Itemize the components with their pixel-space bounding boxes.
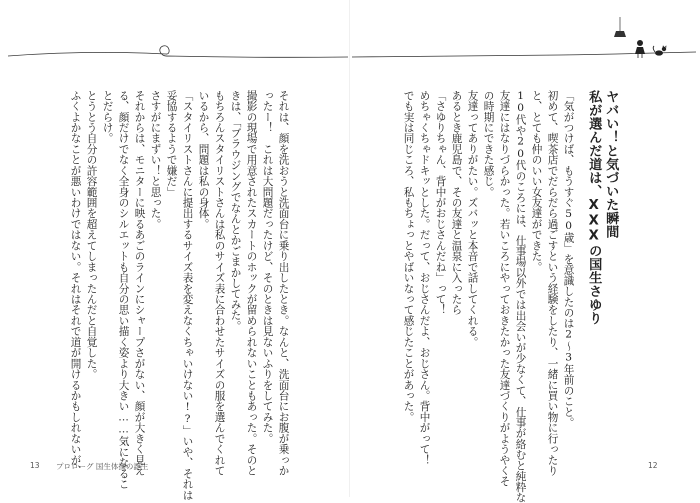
left-header-line [8,46,348,58]
right-text-column: 「気がつけば、もうすぐ50歳」を意識したのは2〜3年前のこと。 [562,90,575,428]
right-page-number: 12 [648,461,658,470]
right-text-column: 友達にはなりづらかった。若いころにやっておきたかった友達づくりがようやくそ [498,90,511,487]
left-page-number: 13 [30,461,40,470]
left-text-column: 撮影の現場で用意されたスカートのホックが留められないこともあった。そのと [245,90,258,476]
left-text-column: とだらけ。 [101,90,114,144]
left-text-column: 妥協するようで嫌だ」 [165,90,178,198]
right-text-column: 「さゆりちゃん、背中がおじさんだね」って！ [434,90,447,316]
right-text-column: めちゃくちゃドキッとした。だって、おじさんだよ、おじさん。背中がって！ [418,90,431,466]
cat-icon [653,45,666,55]
heading-line-2: 私が選んだ道は、XXXの国生さゆり [586,90,602,325]
left-text-column: 「スタイリストさんに提出するサイズ表を変えなくちゃいけない!?」いや、それは [181,90,194,501]
right-text-column: でも実は同じころ、私もちょっとやばいなって感じたことがあった。 [402,90,415,423]
left-text-column: る、顔だけでなく全身のシルエットも自分の思い描く姿より大きい……気になるこ [117,90,130,490]
right-text-column: 初めて、喫茶店でだらだら過ごすという経験をしたり、一緒に買い物に行ったり [546,90,559,476]
running-title: プロローグ 国生体操の誕生 [56,462,149,471]
left-text-column: きは、「ブラウジングでなんとかごまかしてみた。 [229,90,242,332]
left-text-column: それは、顔を洗おうと洗面台に乗り出したとき。なんと、洗面台にお腹が乗っか [277,90,290,476]
lamp-icon [614,17,626,37]
girl-figure-icon [635,40,645,58]
left-text-column: ふくよかなことが悪いわけではない。それはそれで道が開けるかもしれないが、 [69,90,82,476]
right-text-column: と、とても仲のいい女友達ができた。 [530,90,543,273]
right-text-column: 10代や20代のころには、仕事場以外では出会いが少なくて、仕事が絡むと純粋な [514,90,527,503]
left-text-column: ったー！ これは大問題だったけど、そのときは見ないふりをしてみた。 [261,90,274,444]
left-text-column: もちろんスタイリストさんは私のサイズ表に合わせたサイズの服を選んでくれて [213,90,226,476]
left-text-column: いるから、問題は私の身体。 [197,90,210,230]
right-text-column: あるとき鹿児島で、その友達と温泉に入ったら [450,90,463,316]
heading-line-1: ヤバい！と気づいた瞬間 [603,90,619,239]
left-text-column: さすがにまずい！と思った。 [149,90,162,230]
left-text-column: それからは、モニターに映るあごのラインにシャープさがない、顔が大きく見え [133,90,146,476]
left-text-column: とうとう自分の許容範囲を超えてしまったんだと自覚した。 [85,90,98,380]
right-text-column: 友達ってありがたい。ズバッと本音で話してくれる。 [466,90,479,348]
right-text-column: の時期にできた感じ。 [482,90,495,198]
